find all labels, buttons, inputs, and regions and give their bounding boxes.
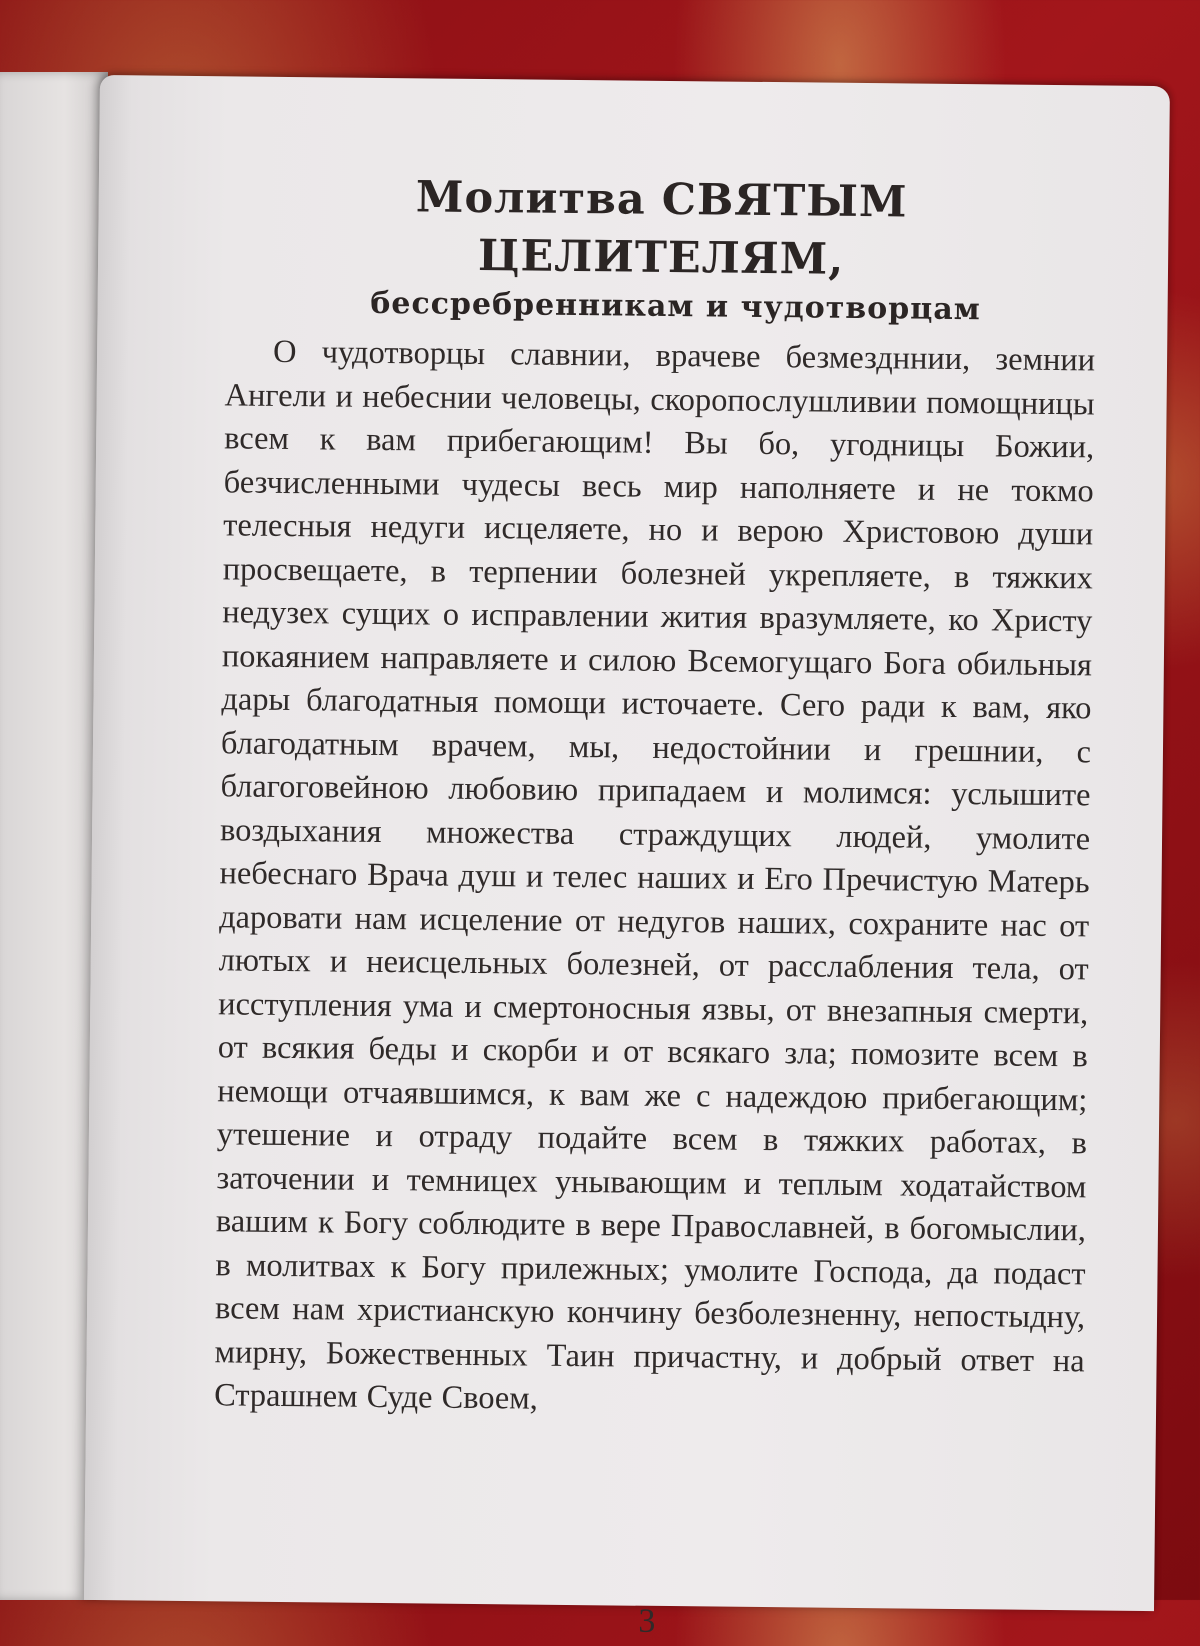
- prayer-title: Молитва СВЯТЫМ ЦЕЛИТЕЛЯМ,: [415, 172, 908, 285]
- booklet-page: [84, 75, 1170, 1640]
- page-number: 3: [638, 1602, 656, 1640]
- prayer-body-text: О чудотворцы славнии, врачеве безмездннии, земнии Ангели и небеснии человецы, скоропослушливии помощницы всем к вам прибегающим! Вы бо, угодницы Божии, безчисленными чудесы весь мир наполняете и не токмо телесныя недуги исцеляете, но и верою Христовою души просвещаете, в терпении болезней укрепляете, в тяжких недузех сущих о исправлении жития вразумляете, ко Христу покаянием направляете и силою Всемогущаго Бога обильныя дары благодатныя помощи источаете. Сего ради к вам, яко благодатным врачем, мы, недостойнии и грешнии, с благоговейною любовию припадаем и молимся: услышите воздыхания множества страждущих людей, умолите небеснаго Врача душ и телес наших и Его Пречистую Матерь даровати нам исцеление от недугов наших, сохраните нас от лютых и неисцельных болезней, от расслабления тела, от исступления ума и смертоносныя язвы, от внезапныя смерти, от всякия беды и скорби и от всякаго зла; помозите всем в немощи отчаявшимся, к вам же с надеждою прибегающим; утешение и отраду подайте всем в тяжких работах, в заточении и темницех унывающим и теплым ходатайством вашим к Богу соблюдите в вере Православней, в богомыслии, в молитвах к Богу прилежных; умолите Господа, да подаст всем нам христианскую кончину безболезненну, непостыдну, мирну, Божественных Таин причастну, и добрый ответ на Страшнем Суде Своем,: [213, 333, 1096, 1417]
- prayer-subtitle: бессребренникам и чудотворцам: [370, 285, 982, 328]
- page-content: [213, 166, 1097, 1640]
